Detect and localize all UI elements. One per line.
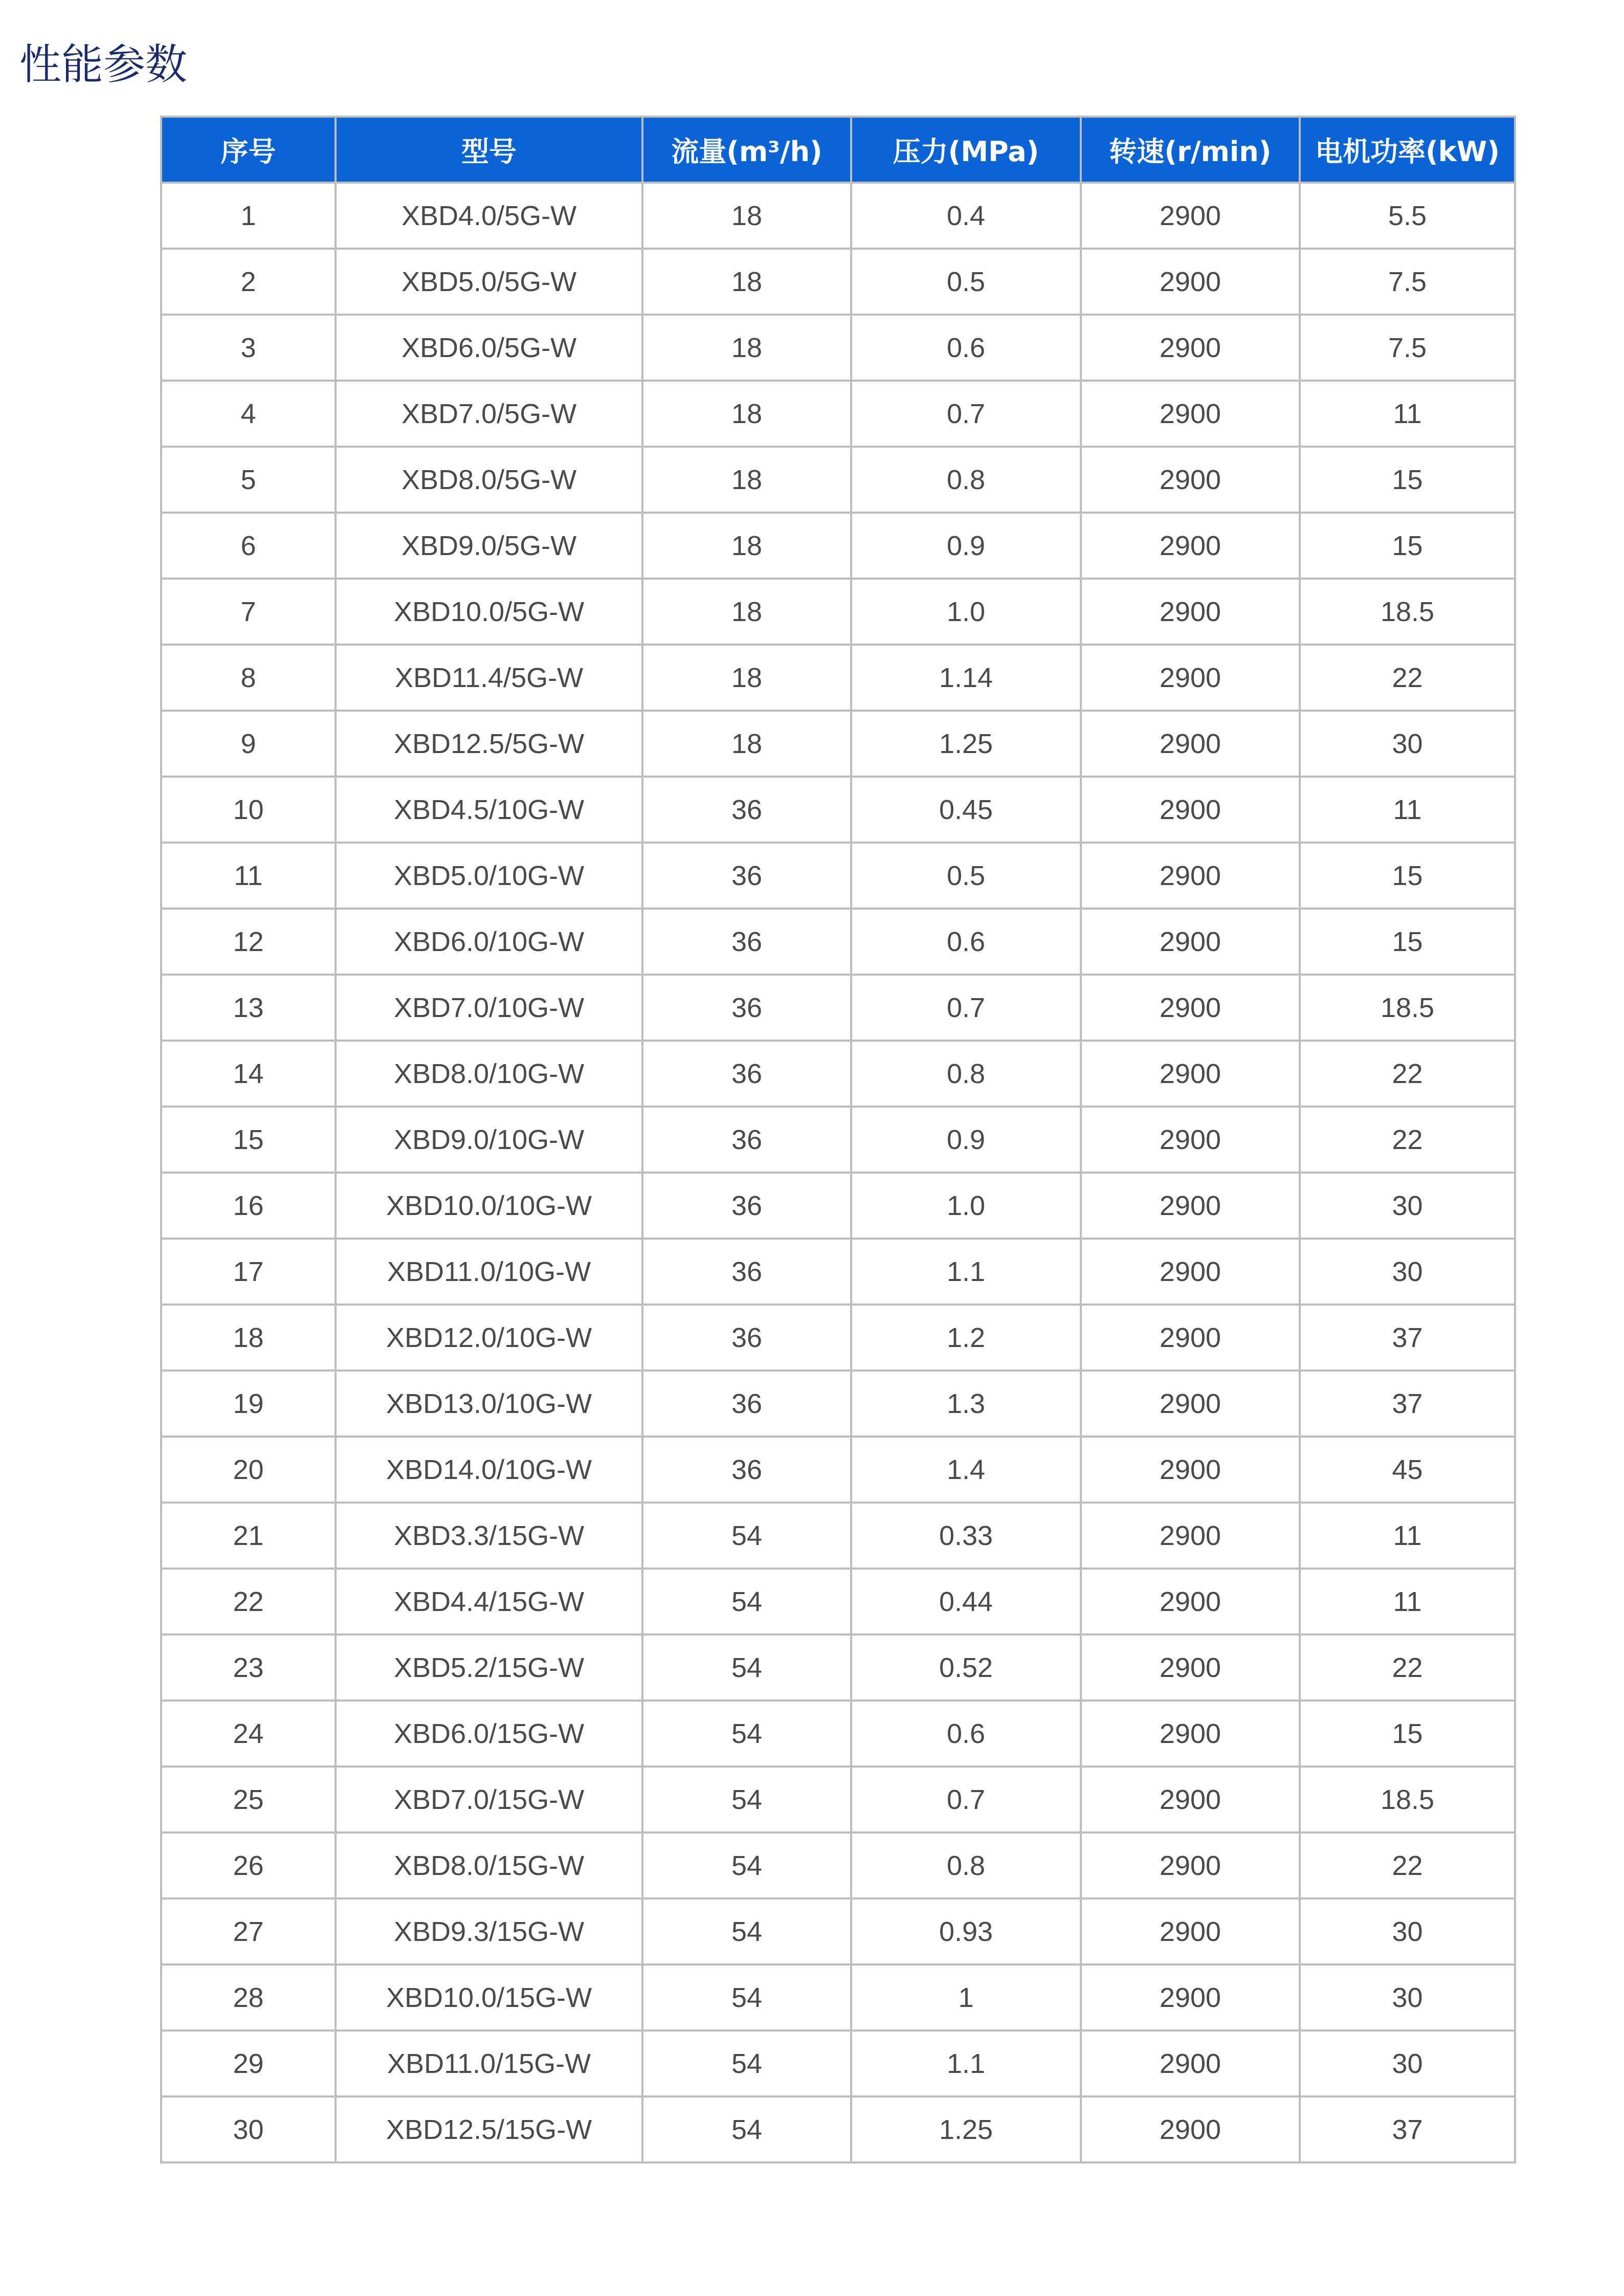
cell-model: XBD10.0/15G-W: [336, 1964, 642, 2030]
performance-parameter-table: [160, 116, 1516, 2163]
cell-index: 1: [161, 183, 336, 249]
cell-index: 23: [161, 1635, 336, 1701]
cell-pressure: 0.9: [851, 1107, 1081, 1173]
cell-model: XBD11.0/15G-W: [336, 2030, 642, 2096]
cell-index: 27: [161, 1898, 336, 1964]
cell-motor-power: 22: [1300, 645, 1515, 711]
cell-speed: 2900: [1081, 381, 1300, 447]
cell-speed: 2900: [1081, 249, 1300, 315]
cell-pressure: 1.1: [851, 1239, 1081, 1305]
cell-motor-power: 5.5: [1300, 183, 1515, 249]
cell-index: 3: [161, 315, 336, 381]
cell-flow: 36: [642, 843, 851, 909]
cell-speed: 2900: [1081, 1767, 1300, 1833]
cell-index: 10: [161, 777, 336, 843]
cell-motor-power: 30: [1300, 1964, 1515, 2030]
cell-pressure: 1.4: [851, 1437, 1081, 1503]
cell-motor-power: 22: [1300, 1833, 1515, 1898]
cell-index: 29: [161, 2030, 336, 2096]
cell-pressure: 0.7: [851, 1767, 1081, 1833]
table-row: [161, 1569, 1515, 1635]
cell-index: 13: [161, 975, 336, 1041]
cell-flow: 18: [642, 513, 851, 579]
table-row: [161, 1767, 1515, 1833]
cell-pressure: 0.5: [851, 249, 1081, 315]
cell-flow: 54: [642, 1635, 851, 1701]
column-header-motor-power: 电机功率(kW): [1300, 117, 1515, 183]
cell-pressure: 0.33: [851, 1503, 1081, 1569]
cell-model: XBD8.0/5G-W: [336, 447, 642, 513]
cell-flow: 18: [642, 381, 851, 447]
cell-flow: 36: [642, 1305, 851, 1371]
table-row: [161, 1305, 1515, 1371]
table-row: [161, 249, 1515, 315]
cell-motor-power: 22: [1300, 1107, 1515, 1173]
table-row: [161, 579, 1515, 645]
cell-model: XBD8.0/10G-W: [336, 1041, 642, 1107]
cell-model: XBD4.4/15G-W: [336, 1569, 642, 1635]
cell-flow: 36: [642, 1437, 851, 1503]
cell-pressure: 0.6: [851, 1701, 1081, 1767]
cell-flow: 18: [642, 645, 851, 711]
cell-flow: 54: [642, 1701, 851, 1767]
cell-pressure: 1.3: [851, 1371, 1081, 1437]
cell-flow: 54: [642, 1833, 851, 1898]
cell-motor-power: 18.5: [1300, 1767, 1515, 1833]
cell-pressure: 1.0: [851, 1173, 1081, 1239]
cell-motor-power: 22: [1300, 1635, 1515, 1701]
table-row: [161, 777, 1515, 843]
cell-model: XBD9.0/5G-W: [336, 513, 642, 579]
cell-flow: 18: [642, 315, 851, 381]
cell-motor-power: 11: [1300, 381, 1515, 447]
cell-motor-power: 11: [1300, 777, 1515, 843]
cell-model: XBD12.0/10G-W: [336, 1305, 642, 1371]
cell-motor-power: 30: [1300, 1173, 1515, 1239]
table-row: [161, 1041, 1515, 1107]
table-row: [161, 1239, 1515, 1305]
cell-motor-power: 37: [1300, 1305, 1515, 1371]
cell-flow: 18: [642, 447, 851, 513]
cell-index: 28: [161, 1964, 336, 2030]
cell-index: 4: [161, 381, 336, 447]
cell-flow: 54: [642, 1767, 851, 1833]
cell-pressure: 0.5: [851, 843, 1081, 909]
cell-index: 20: [161, 1437, 336, 1503]
cell-motor-power: 15: [1300, 909, 1515, 975]
cell-index: 9: [161, 711, 336, 777]
cell-pressure: 0.9: [851, 513, 1081, 579]
table-row: [161, 645, 1515, 711]
cell-speed: 2900: [1081, 315, 1300, 381]
cell-model: XBD11.0/10G-W: [336, 1239, 642, 1305]
cell-pressure: 0.8: [851, 1041, 1081, 1107]
column-header-model: 型号: [336, 117, 642, 183]
cell-model: XBD5.0/5G-W: [336, 249, 642, 315]
cell-motor-power: 7.5: [1300, 249, 1515, 315]
table-row: [161, 1898, 1515, 1964]
cell-speed: 2900: [1081, 1107, 1300, 1173]
cell-model: XBD4.5/10G-W: [336, 777, 642, 843]
cell-model: XBD7.0/10G-W: [336, 975, 642, 1041]
cell-flow: 36: [642, 1371, 851, 1437]
column-header-pressure: 压力(MPa): [851, 117, 1081, 183]
cell-speed: 2900: [1081, 579, 1300, 645]
cell-index: 6: [161, 513, 336, 579]
cell-flow: 54: [642, 2030, 851, 2096]
table-row: [161, 1437, 1515, 1503]
table-header-row: [161, 117, 1515, 183]
cell-index: 21: [161, 1503, 336, 1569]
cell-model: XBD5.0/10G-W: [336, 843, 642, 909]
table-row: [161, 1701, 1515, 1767]
cell-model: XBD11.4/5G-W: [336, 645, 642, 711]
cell-model: XBD6.0/5G-W: [336, 315, 642, 381]
cell-flow: 54: [642, 1569, 851, 1635]
cell-speed: 2900: [1081, 1833, 1300, 1898]
cell-flow: 36: [642, 975, 851, 1041]
cell-speed: 2900: [1081, 447, 1300, 513]
table-row: [161, 315, 1515, 381]
cell-motor-power: 37: [1300, 1371, 1515, 1437]
table-row: [161, 975, 1515, 1041]
column-header-speed: 转速(r/min): [1081, 117, 1300, 183]
cell-model: XBD5.2/15G-W: [336, 1635, 642, 1701]
cell-model: XBD6.0/15G-W: [336, 1701, 642, 1767]
cell-speed: 2900: [1081, 777, 1300, 843]
table-row: [161, 183, 1515, 249]
table-row: [161, 1964, 1515, 2030]
cell-flow: 54: [642, 1503, 851, 1569]
cell-motor-power: 30: [1300, 2030, 1515, 2096]
cell-speed: 2900: [1081, 1635, 1300, 1701]
cell-pressure: 0.8: [851, 1833, 1081, 1898]
column-header-index: 序号: [161, 117, 336, 183]
cell-motor-power: 30: [1300, 1898, 1515, 1964]
cell-index: 18: [161, 1305, 336, 1371]
cell-speed: 2900: [1081, 711, 1300, 777]
cell-index: 16: [161, 1173, 336, 1239]
cell-flow: 54: [642, 2096, 851, 2162]
table-row: [161, 711, 1515, 777]
cell-motor-power: 30: [1300, 711, 1515, 777]
cell-speed: 2900: [1081, 1305, 1300, 1371]
cell-flow: 36: [642, 909, 851, 975]
cell-model: XBD7.0/5G-W: [336, 381, 642, 447]
cell-index: 7: [161, 579, 336, 645]
cell-model: XBD12.5/15G-W: [336, 2096, 642, 2162]
cell-index: 12: [161, 909, 336, 975]
cell-model: XBD9.3/15G-W: [336, 1898, 642, 1964]
cell-flow: 36: [642, 1239, 851, 1305]
cell-speed: 2900: [1081, 1898, 1300, 1964]
cell-speed: 2900: [1081, 645, 1300, 711]
table-row: [161, 447, 1515, 513]
cell-speed: 2900: [1081, 2030, 1300, 2096]
cell-pressure: 0.7: [851, 975, 1081, 1041]
cell-motor-power: 37: [1300, 2096, 1515, 2162]
cell-index: 2: [161, 249, 336, 315]
cell-pressure: 0.93: [851, 1898, 1081, 1964]
cell-speed: 2900: [1081, 843, 1300, 909]
cell-index: 26: [161, 1833, 336, 1898]
cell-speed: 2900: [1081, 975, 1300, 1041]
cell-speed: 2900: [1081, 909, 1300, 975]
table-row: [161, 513, 1515, 579]
cell-flow: 36: [642, 1173, 851, 1239]
cell-flow: 36: [642, 777, 851, 843]
cell-flow: 36: [642, 1107, 851, 1173]
cell-pressure: 0.6: [851, 315, 1081, 381]
table-row: [161, 1833, 1515, 1898]
cell-model: XBD12.5/5G-W: [336, 711, 642, 777]
cell-model: XBD14.0/10G-W: [336, 1437, 642, 1503]
cell-pressure: 0.6: [851, 909, 1081, 975]
cell-speed: 2900: [1081, 1239, 1300, 1305]
cell-motor-power: 15: [1300, 513, 1515, 579]
cell-flow: 54: [642, 1964, 851, 2030]
table-row: [161, 2096, 1515, 2162]
cell-speed: 2900: [1081, 1173, 1300, 1239]
table-row: [161, 909, 1515, 975]
cell-motor-power: 15: [1300, 843, 1515, 909]
table-row: [161, 1503, 1515, 1569]
cell-speed: 2900: [1081, 2096, 1300, 2162]
cell-speed: 2900: [1081, 513, 1300, 579]
cell-flow: 18: [642, 711, 851, 777]
cell-index: 5: [161, 447, 336, 513]
cell-flow: 54: [642, 1898, 851, 1964]
cell-model: XBD13.0/10G-W: [336, 1371, 642, 1437]
cell-speed: 2900: [1081, 1371, 1300, 1437]
cell-pressure: 1.25: [851, 2096, 1081, 2162]
cell-motor-power: 11: [1300, 1569, 1515, 1635]
cell-motor-power: 22: [1300, 1041, 1515, 1107]
table-row: [161, 843, 1515, 909]
cell-motor-power: 15: [1300, 447, 1515, 513]
cell-speed: 2900: [1081, 1041, 1300, 1107]
cell-speed: 2900: [1081, 1569, 1300, 1635]
cell-pressure: 0.44: [851, 1569, 1081, 1635]
cell-index: 25: [161, 1767, 336, 1833]
cell-pressure: 0.4: [851, 183, 1081, 249]
table-row: [161, 1107, 1515, 1173]
cell-pressure: 0.52: [851, 1635, 1081, 1701]
cell-pressure: 1.2: [851, 1305, 1081, 1371]
cell-speed: 2900: [1081, 1437, 1300, 1503]
cell-model: XBD4.0/5G-W: [336, 183, 642, 249]
cell-model: XBD8.0/15G-W: [336, 1833, 642, 1898]
cell-motor-power: 18.5: [1300, 975, 1515, 1041]
cell-motor-power: 11: [1300, 1503, 1515, 1569]
cell-motor-power: 15: [1300, 1701, 1515, 1767]
cell-pressure: 1: [851, 1964, 1081, 2030]
cell-flow: 18: [642, 579, 851, 645]
cell-flow: 18: [642, 249, 851, 315]
cell-speed: 2900: [1081, 1701, 1300, 1767]
cell-motor-power: 7.5: [1300, 315, 1515, 381]
cell-index: 8: [161, 645, 336, 711]
cell-index: 15: [161, 1107, 336, 1173]
table-row: [161, 1371, 1515, 1437]
table-row: [161, 2030, 1515, 2096]
page-title: 性能参数: [19, 40, 188, 89]
cell-pressure: 0.7: [851, 381, 1081, 447]
cell-speed: 2900: [1081, 183, 1300, 249]
cell-flow: 18: [642, 183, 851, 249]
cell-pressure: 1.0: [851, 579, 1081, 645]
cell-model: XBD7.0/15G-W: [336, 1767, 642, 1833]
cell-index: 11: [161, 843, 336, 909]
cell-speed: 2900: [1081, 1964, 1300, 2030]
column-header-flow: 流量(m³/h): [642, 117, 851, 183]
cell-flow: 36: [642, 1041, 851, 1107]
cell-model: XBD3.3/15G-W: [336, 1503, 642, 1569]
cell-pressure: 1.14: [851, 645, 1081, 711]
cell-motor-power: 18.5: [1300, 579, 1515, 645]
cell-speed: 2900: [1081, 1503, 1300, 1569]
cell-pressure: 1.25: [851, 711, 1081, 777]
cell-motor-power: 45: [1300, 1437, 1515, 1503]
table-body: [161, 183, 1515, 2162]
cell-index: 14: [161, 1041, 336, 1107]
cell-pressure: 0.8: [851, 447, 1081, 513]
cell-index: 17: [161, 1239, 336, 1305]
cell-model: XBD10.0/10G-W: [336, 1173, 642, 1239]
cell-index: 22: [161, 1569, 336, 1635]
cell-index: 19: [161, 1371, 336, 1437]
cell-index: 24: [161, 1701, 336, 1767]
cell-pressure: 1.1: [851, 2030, 1081, 2096]
table-row: [161, 381, 1515, 447]
cell-index: 30: [161, 2096, 336, 2162]
cell-pressure: 0.45: [851, 777, 1081, 843]
cell-motor-power: 30: [1300, 1239, 1515, 1305]
table-row: [161, 1173, 1515, 1239]
cell-model: XBD9.0/10G-W: [336, 1107, 642, 1173]
cell-model: XBD6.0/10G-W: [336, 909, 642, 975]
cell-model: XBD10.0/5G-W: [336, 579, 642, 645]
table-row: [161, 1635, 1515, 1701]
